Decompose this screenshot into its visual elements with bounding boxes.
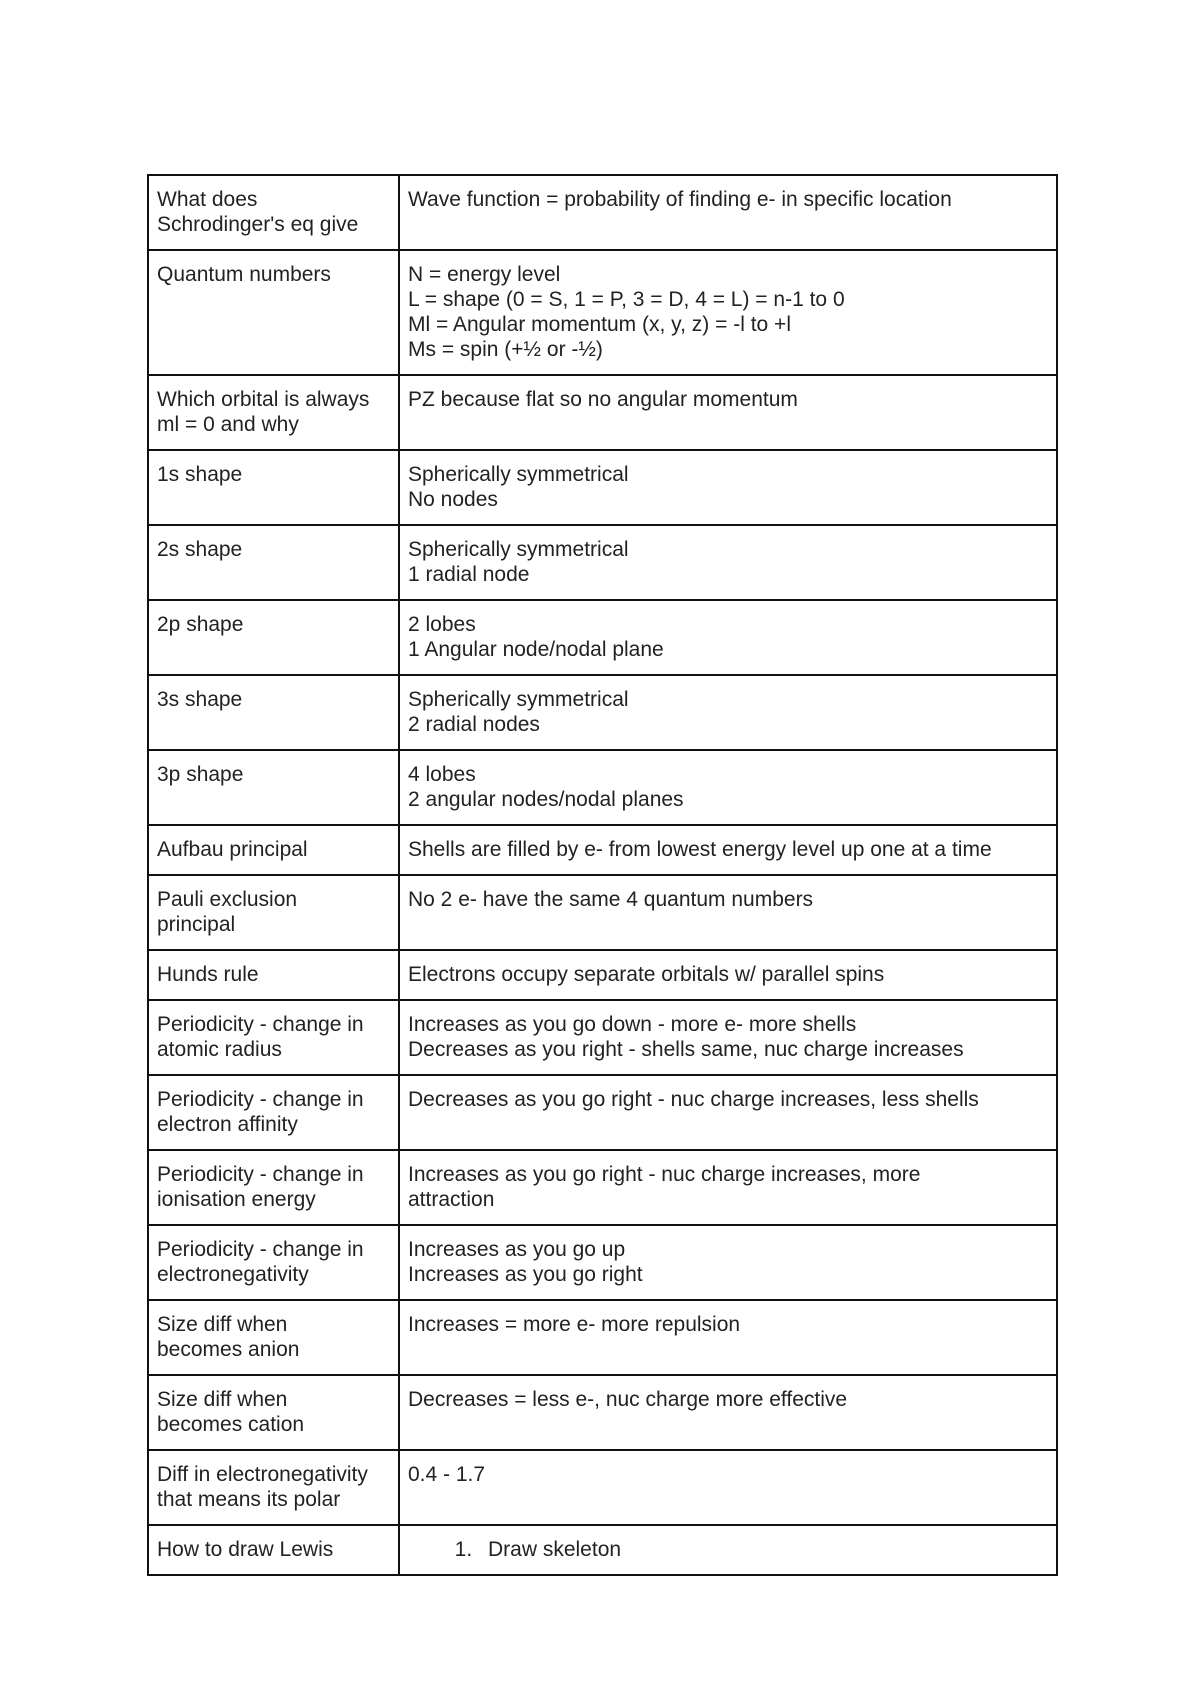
- question-text: How to draw Lewis: [157, 1538, 334, 1561]
- table-row: [148, 600, 1057, 675]
- table-row: [148, 675, 1057, 750]
- question-text: Periodicity - change in: [157, 1013, 364, 1036]
- answer-cell: [399, 600, 1057, 675]
- question-cell: [148, 375, 399, 450]
- question-cell: [148, 750, 399, 825]
- answer-text: L = shape (0 = S, 1 = P, 3 = D, 4 = L) = n-1 to 0: [408, 288, 845, 311]
- answer-cell: [399, 1375, 1057, 1450]
- answer-cell: [399, 750, 1057, 825]
- question-text: 1s shape: [157, 463, 243, 486]
- question-cell: [148, 1300, 399, 1375]
- answer-cell: [399, 1000, 1057, 1075]
- answer-text: 4 lobes: [408, 763, 476, 786]
- list-item: 1. Draw skeleton: [478, 1537, 1048, 1562]
- question-text: Pauli exclusion: [157, 888, 298, 911]
- answer-text: attraction: [408, 1188, 495, 1211]
- answer-cell: [399, 450, 1057, 525]
- answer-text: Decreases as you go right - nuc charge increases, less shells: [408, 1088, 979, 1111]
- answer-text: Increases as you go right - nuc charge increases, more: [408, 1163, 921, 1186]
- question-cell: [148, 675, 399, 750]
- answer-text: 2 angular nodes/nodal planes: [408, 788, 684, 811]
- notes-table-body: [148, 175, 1057, 1575]
- table-row: [148, 1150, 1057, 1225]
- question-text: electronegativity: [157, 1263, 309, 1286]
- table-row: [148, 175, 1057, 250]
- answer-text: 2 radial nodes: [408, 713, 540, 736]
- answer-text: Decreases as you right - shells same, nuc charge increases: [408, 1038, 964, 1061]
- answer-cell: [399, 1225, 1057, 1300]
- table-row: [148, 450, 1057, 525]
- table-row: [148, 1075, 1057, 1150]
- answer-text: Spherically symmetrical: [408, 463, 629, 486]
- table-row: [148, 250, 1057, 375]
- answer-cell: [399, 1300, 1057, 1375]
- table-row: [148, 1000, 1057, 1075]
- answer-text: No nodes: [408, 488, 498, 511]
- table-row: [148, 525, 1057, 600]
- question-text: Diff in electronegativity: [157, 1463, 368, 1486]
- question-cell: [148, 875, 399, 950]
- table-row: [148, 750, 1057, 825]
- question-cell: [148, 950, 399, 1000]
- question-cell: [148, 250, 399, 375]
- table-row: [148, 1525, 1057, 1575]
- answer-cell: [399, 875, 1057, 950]
- table-row: [148, 1450, 1057, 1525]
- question-cell: [148, 1000, 399, 1075]
- question-text: Aufbau principal: [157, 838, 308, 861]
- study-notes-table: [147, 174, 1058, 1576]
- question-cell: [148, 1150, 399, 1225]
- question-text: 3s shape: [157, 688, 243, 711]
- answer-text: Increases as you go down - more e- more shells: [408, 1013, 857, 1036]
- answer-text: Increases as you go up: [408, 1238, 626, 1261]
- question-text: What does: [157, 188, 258, 211]
- answer-text: Spherically symmetrical: [408, 688, 629, 711]
- answer-text: 1 radial node: [408, 563, 530, 586]
- answer-text: 1 Angular node/nodal plane: [408, 638, 664, 661]
- question-text: Periodicity - change in: [157, 1238, 364, 1261]
- answer-text: Decreases = less e-, nuc charge more effective: [408, 1388, 848, 1411]
- answer-text: 2 lobes: [408, 613, 476, 636]
- question-text: Periodicity - change in: [157, 1163, 364, 1186]
- question-cell: [148, 825, 399, 875]
- question-cell: [148, 1225, 399, 1300]
- answer-text: Electrons occupy separate orbitals w/ parallel spins: [408, 963, 885, 986]
- answer-cell: [399, 525, 1057, 600]
- table-row: [148, 950, 1057, 1000]
- answer-text: PZ because flat so no angular momentum: [408, 388, 798, 411]
- question-text: Hunds rule: [157, 963, 259, 986]
- question-text: becomes anion: [157, 1338, 300, 1361]
- answer-text: Increases as you go right: [408, 1263, 643, 1286]
- question-cell: [148, 600, 399, 675]
- question-cell: [148, 1375, 399, 1450]
- question-text: Periodicity - change in: [157, 1088, 364, 1111]
- answer-cell: [399, 1075, 1057, 1150]
- question-text: that means its polar: [157, 1488, 341, 1511]
- answer-cell: [399, 1150, 1057, 1225]
- question-cell: [148, 1075, 399, 1150]
- answer-text: N = energy level: [408, 263, 561, 286]
- answer-cell: [399, 825, 1057, 875]
- answer-cell: [399, 175, 1057, 250]
- table-row: [148, 375, 1057, 450]
- answer-text: No 2 e- have the same 4 quantum numbers: [408, 888, 814, 911]
- question-cell: [148, 450, 399, 525]
- answer-text: Spherically symmetrical: [408, 538, 629, 561]
- answer-text: Shells are filled by e- from lowest energy level up one at a time: [408, 838, 992, 861]
- answer-cell: [399, 250, 1057, 375]
- answer-text: Ms = spin (+½ or -½): [408, 338, 603, 361]
- answer-text: Ml = Angular momentum (x, y, z) = -l to +l: [408, 313, 791, 336]
- question-text: atomic radius: [157, 1038, 282, 1061]
- answer-text: Wave function = probability of finding e- in specific location: [408, 188, 952, 211]
- question-text: Size diff when: [157, 1313, 288, 1336]
- table-row: [148, 1300, 1057, 1375]
- question-text: ml = 0 and why: [157, 413, 299, 436]
- question-text: Quantum numbers: [157, 263, 331, 286]
- question-text: Which orbital is always: [157, 388, 370, 411]
- table-row: [148, 1375, 1057, 1450]
- table-row: [148, 875, 1057, 950]
- question-text: 2p shape: [157, 613, 244, 636]
- answer-cell: [399, 675, 1057, 750]
- answer-cell: [399, 1525, 1057, 1575]
- steps-list: [408, 1537, 1048, 1562]
- question-text: becomes cation: [157, 1413, 305, 1436]
- question-cell: [148, 1525, 399, 1575]
- question-cell: [148, 1450, 399, 1525]
- question-cell: [148, 525, 399, 600]
- question-text: 3p shape: [157, 763, 244, 786]
- question-text: ionisation energy: [157, 1188, 316, 1211]
- question-text: Schrodinger's eq give: [157, 213, 359, 236]
- table-row: [148, 825, 1057, 875]
- question-text: 2s shape: [157, 538, 243, 561]
- table-row: [148, 1225, 1057, 1300]
- answer-cell: [399, 1450, 1057, 1525]
- answer-text: Increases = more e- more repulsion: [408, 1313, 741, 1336]
- question-text: principal: [157, 913, 236, 936]
- question-text: Size diff when: [157, 1388, 288, 1411]
- answer-text: 0.4 - 1.7: [408, 1463, 486, 1486]
- question-cell: [148, 175, 399, 250]
- question-text: electron affinity: [157, 1113, 298, 1136]
- answer-cell: [399, 375, 1057, 450]
- answer-cell: [399, 950, 1057, 1000]
